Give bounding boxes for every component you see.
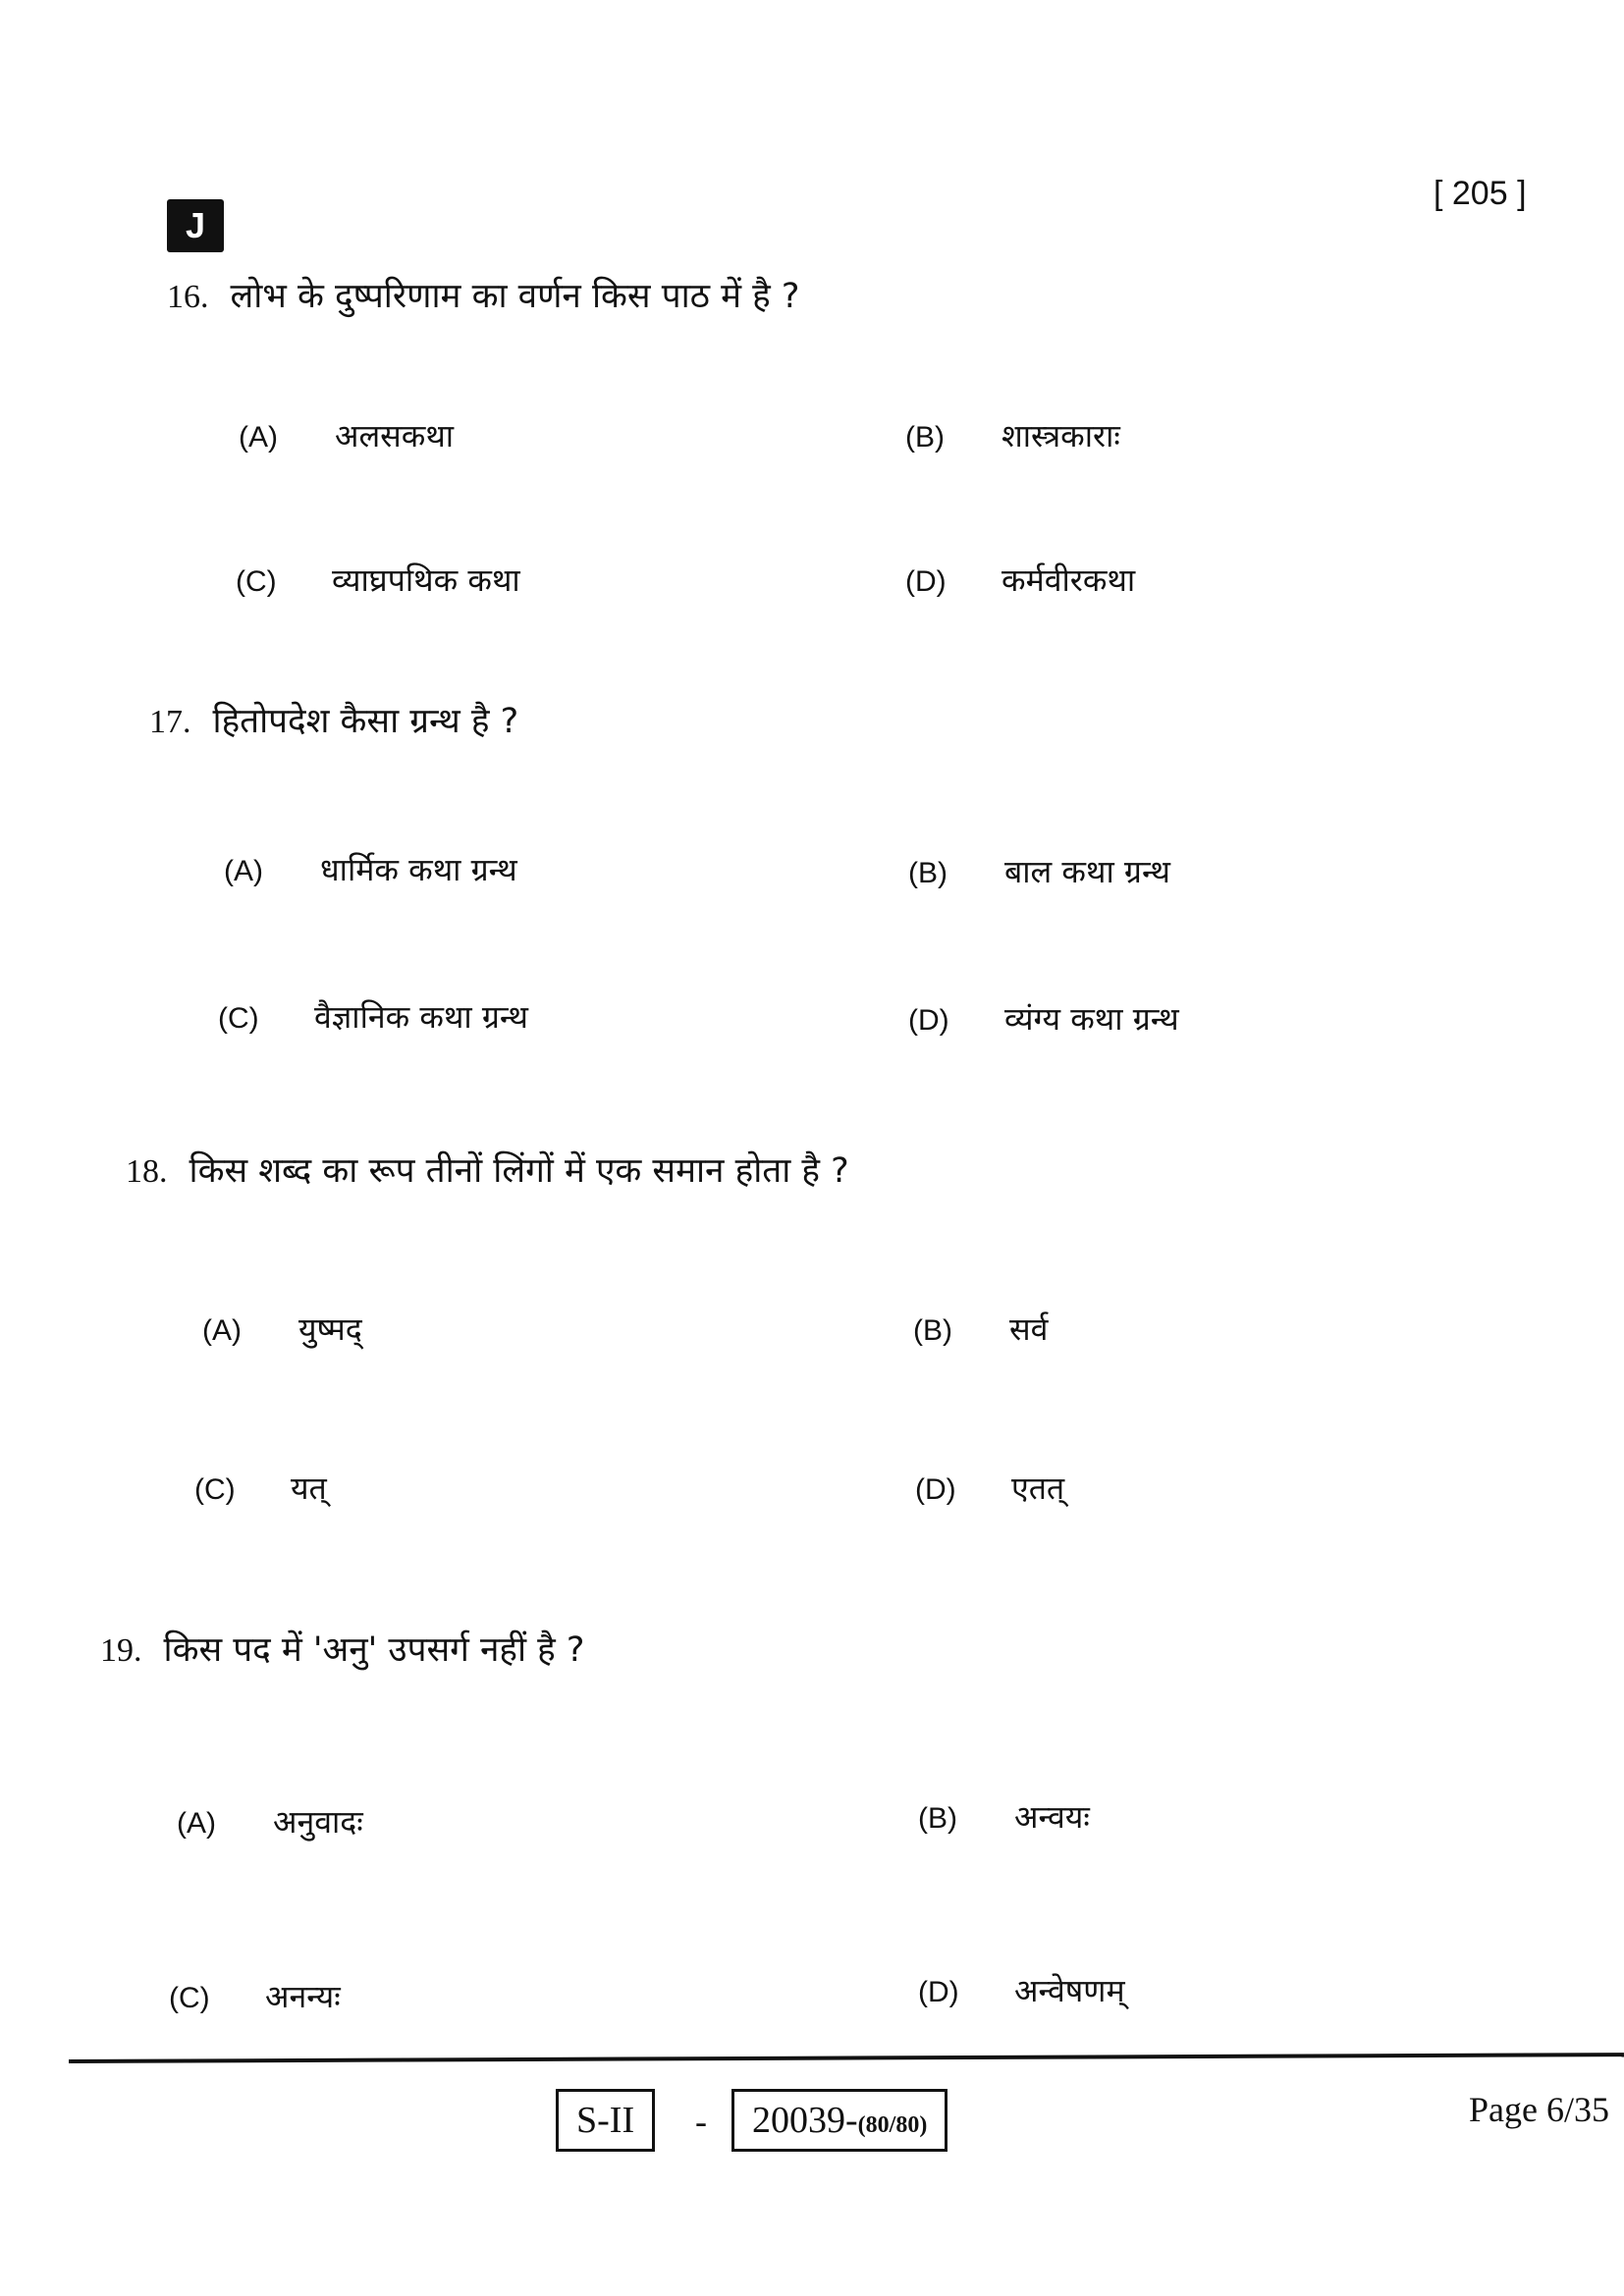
option-text: अलसकथा [335, 417, 455, 454]
option-text: वैज्ञानिक कथा ग्रन्थ [314, 998, 528, 1036]
question-number: 19. [100, 1632, 142, 1669]
option-text: सर्व [1009, 1310, 1049, 1348]
paper-code-suffix: (80/80) [857, 2112, 928, 2138]
option-text: बाल कथा ग्रन्थ [1004, 853, 1170, 890]
option-label: (B) [918, 1802, 957, 1835]
question-number: 18. [126, 1153, 168, 1190]
option-label: (A) [239, 421, 278, 454]
option-text: व्याघ्रपथिक कथा [332, 561, 520, 599]
option-label: (C) [218, 1002, 259, 1035]
option-17-c [218, 998, 528, 1036]
option-text: अनुवादः [273, 1803, 363, 1841]
question-text: किस पद में 'अनु' उपसर्ग नहीं है ? [163, 1630, 585, 1670]
option-label: (B) [913, 1314, 952, 1347]
option-19-b [918, 1798, 1090, 1836]
option-text: एतत् [1011, 1469, 1065, 1507]
paper-code: 20039- [752, 2100, 858, 2141]
question-text: लोभ के दुष्परिणाम का वर्णन किस पाठ में है ? [230, 277, 800, 316]
page-code: [ 205 ] [1434, 175, 1527, 212]
option-label: (B) [908, 857, 947, 889]
option-18-b [913, 1310, 1049, 1348]
option-19-d [918, 1972, 1125, 2009]
option-16-a [239, 417, 455, 454]
question-text: किस शब्द का रूप तीनों लिंगों में एक समान होता है ? [189, 1151, 849, 1191]
option-16-d [905, 561, 1136, 599]
option-label: (A) [177, 1807, 216, 1840]
option-18-a [202, 1310, 362, 1348]
option-text: धार्मिक कथा ग्रन्थ [320, 851, 517, 888]
option-16-c [236, 561, 520, 599]
option-text: कर्मवीरकथा [1001, 561, 1136, 599]
page-number: Page 6/35 [1469, 2090, 1609, 2129]
paper-code-box [731, 2089, 947, 2152]
option-17-a [224, 851, 517, 888]
option-text: अनन्यः [265, 1978, 341, 2015]
option-label: (A) [224, 855, 263, 887]
option-text: शास्त्रकाराः [1001, 417, 1120, 454]
option-18-d [915, 1469, 1065, 1507]
option-text: अन्वेषणम् [1014, 1972, 1125, 2009]
option-label: (D) [915, 1473, 956, 1506]
option-label: (D) [918, 1976, 959, 2008]
question-number: 16. [167, 279, 209, 315]
question-16 [167, 277, 800, 316]
question-number: 17. [149, 704, 191, 740]
question-18 [126, 1151, 849, 1191]
question-19 [100, 1630, 585, 1670]
series-box: S-II [556, 2089, 655, 2152]
footer-divider [69, 2053, 1624, 2063]
option-18-c [194, 1469, 327, 1507]
option-text: युष्मद् [298, 1310, 362, 1348]
option-19-a [177, 1803, 363, 1841]
question-17 [149, 702, 519, 741]
option-label: (B) [905, 421, 945, 454]
option-label: (C) [236, 565, 277, 598]
option-label: (C) [169, 1982, 210, 2014]
question-text: हितोपदेश कैसा ग्रन्थ है ? [212, 702, 519, 741]
option-text: व्यंग्य कथा ग्रन्थ [1004, 1000, 1179, 1038]
option-label: (D) [905, 565, 947, 598]
option-text: अन्वयः [1014, 1798, 1090, 1836]
option-16-b [905, 417, 1120, 454]
footer-separator: - [695, 2102, 707, 2141]
option-label: (C) [194, 1473, 236, 1506]
set-code-badge: J [167, 199, 224, 252]
option-label: (D) [908, 1004, 949, 1037]
option-17-b [908, 853, 1170, 890]
option-text: यत् [291, 1469, 327, 1507]
option-17-d [908, 1000, 1179, 1038]
option-label: (A) [202, 1314, 242, 1347]
option-19-c [169, 1978, 341, 2015]
